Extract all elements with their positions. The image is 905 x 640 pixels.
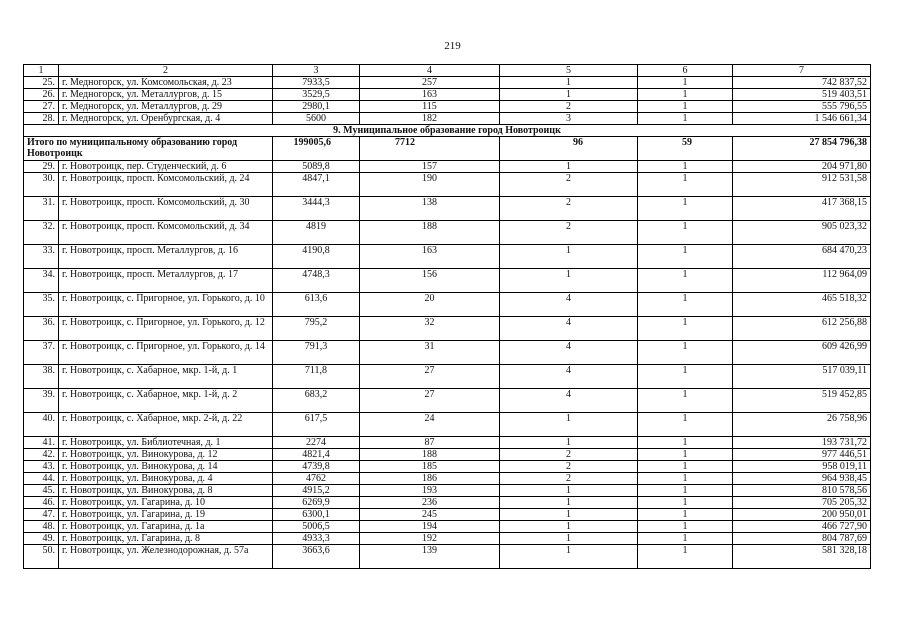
row-col5: 2 (500, 197, 638, 221)
row-col7: 684 470,23 (733, 245, 871, 269)
row-col6: 1 (638, 389, 733, 413)
row-col3: 613,6 (273, 293, 360, 317)
row-col5: 1 (500, 509, 638, 521)
row-col6: 1 (638, 449, 733, 461)
row-col7: 519 403,51 (733, 89, 871, 101)
table-row (24, 389, 871, 413)
row-number: 40. (24, 413, 59, 437)
row-col3: 617,5 (273, 413, 360, 437)
row-col5: 2 (500, 461, 638, 473)
row-address: г. Новотроицк, ул. Винокурова, д. 12 (59, 449, 273, 461)
row-col7: 200 950,01 (733, 509, 871, 521)
row-col6: 1 (638, 113, 733, 125)
row-col4: 185 (360, 461, 500, 473)
row-col3: 4819 (273, 221, 360, 245)
row-col4: 27 (360, 365, 500, 389)
row-col4: 257 (360, 77, 500, 89)
row-col4: 27 (360, 389, 500, 413)
row-col6: 1 (638, 245, 733, 269)
table-row (24, 293, 871, 317)
row-col5: 1 (500, 545, 638, 569)
row-address: г. Новотроицк, просп. Металлургов, д. 16 (59, 245, 273, 269)
column-header: 5 (500, 65, 638, 77)
table-row (24, 101, 871, 113)
row-col4: 182 (360, 113, 500, 125)
row-col4: 24 (360, 413, 500, 437)
row-col3: 4933,3 (273, 533, 360, 545)
row-address: г. Новотроицк, просп. Металлургов, д. 17 (59, 269, 273, 293)
table-row (24, 365, 871, 389)
row-col7: 958 019,11 (733, 461, 871, 473)
row-col6: 1 (638, 437, 733, 449)
table-row (24, 509, 871, 521)
row-number: 45. (24, 485, 59, 497)
table-row (24, 113, 871, 125)
column-header: 3 (273, 65, 360, 77)
row-col4: 192 (360, 533, 500, 545)
row-number: 28. (24, 113, 59, 125)
row-number: 32. (24, 221, 59, 245)
row-number: 34. (24, 269, 59, 293)
row-col3: 7933,5 (273, 77, 360, 89)
row-col4: 139 (360, 545, 500, 569)
row-col6: 1 (638, 77, 733, 89)
row-address: г. Новотроицк, ул. Гагарина, д. 19 (59, 509, 273, 521)
total-col5: 96 (500, 137, 638, 161)
row-col4: 138 (360, 197, 500, 221)
row-number: 31. (24, 197, 59, 221)
row-col7: 417 368,15 (733, 197, 871, 221)
row-address: г. Новотроицк, ул. Винокурова, д. 8 (59, 485, 273, 497)
row-col3: 5006,5 (273, 521, 360, 533)
row-number: 44. (24, 473, 59, 485)
row-col7: 612 256,88 (733, 317, 871, 341)
row-col4: 188 (360, 449, 500, 461)
row-number: 46. (24, 497, 59, 509)
column-header: 7 (733, 65, 871, 77)
row-col3: 6300,1 (273, 509, 360, 521)
row-col7: 193 731,72 (733, 437, 871, 449)
row-address: г. Новотроицк, просп. Комсомольский, д. 30 (59, 197, 273, 221)
row-col4: 186 (360, 473, 500, 485)
row-address: г. Новотроицк, с. Хабарное, мкр. 2-й, д. 22 (59, 413, 273, 437)
table-row (24, 221, 871, 245)
row-col6: 1 (638, 89, 733, 101)
column-number-row (24, 65, 871, 77)
row-col7: 555 796,55 (733, 101, 871, 113)
row-col6: 1 (638, 161, 733, 173)
row-col7: 742 837,52 (733, 77, 871, 89)
row-col3: 2980,1 (273, 101, 360, 113)
row-address: г. Новотроицк, с. Хабарное, мкр. 1-й, д. 2 (59, 389, 273, 413)
total-col4: 7712 (360, 137, 500, 161)
row-col3: 4762 (273, 473, 360, 485)
row-number: 33. (24, 245, 59, 269)
table-row (24, 317, 871, 341)
row-col5: 1 (500, 485, 638, 497)
row-col5: 1 (500, 161, 638, 173)
row-col4: 163 (360, 89, 500, 101)
table-row (24, 77, 871, 89)
row-address: г. Новотроицк, ул. Библиотечная, д. 1 (59, 437, 273, 449)
column-header: 1 (24, 65, 59, 77)
row-col3: 4915,2 (273, 485, 360, 497)
row-col7: 964 938,45 (733, 473, 871, 485)
row-col7: 810 578,56 (733, 485, 871, 497)
row-number: 36. (24, 317, 59, 341)
row-col5: 4 (500, 341, 638, 365)
total-col3: 199005,6 (273, 137, 360, 161)
row-address: г. Медногорск, ул. Металлургов, д. 15 (59, 89, 273, 101)
row-number: 30. (24, 173, 59, 197)
row-number: 39. (24, 389, 59, 413)
row-col5: 2 (500, 221, 638, 245)
row-col5: 4 (500, 317, 638, 341)
row-number: 26. (24, 89, 59, 101)
row-col5: 1 (500, 245, 638, 269)
row-col4: 87 (360, 437, 500, 449)
table-row (24, 449, 871, 461)
row-col6: 1 (638, 533, 733, 545)
row-col5: 4 (500, 365, 638, 389)
total-row (24, 137, 871, 161)
row-col7: 517 039,11 (733, 365, 871, 389)
row-col6: 1 (638, 365, 733, 389)
row-col5: 1 (500, 437, 638, 449)
row-col4: 163 (360, 245, 500, 269)
table-row (24, 461, 871, 473)
row-number: 43. (24, 461, 59, 473)
row-number: 25. (24, 77, 59, 89)
row-address: г. Новотроицк, с. Пригорное, ул. Горького, д. 12 (59, 317, 273, 341)
table-row (24, 437, 871, 449)
row-col4: 245 (360, 509, 500, 521)
row-col3: 5089,8 (273, 161, 360, 173)
row-col4: 156 (360, 269, 500, 293)
row-address: г. Новотроицк, ул. Гагарина, д. 1а (59, 521, 273, 533)
row-col5: 1 (500, 533, 638, 545)
section-title: 9. Муниципальное образование город Новотроицк (24, 125, 871, 137)
row-col7: 465 518,32 (733, 293, 871, 317)
row-col6: 1 (638, 221, 733, 245)
row-col4: 115 (360, 101, 500, 113)
row-address: г. Новотроицк, с. Хабарное, мкр. 1-й, д. 1 (59, 365, 273, 389)
row-col5: 1 (500, 413, 638, 437)
table-row (24, 245, 871, 269)
row-address: г. Медногорск, ул. Комсомольская, д. 23 (59, 77, 273, 89)
row-number: 42. (24, 449, 59, 461)
table-row (24, 521, 871, 533)
row-col4: 190 (360, 173, 500, 197)
row-col7: 977 446,51 (733, 449, 871, 461)
row-col3: 3529,5 (273, 89, 360, 101)
row-col4: 193 (360, 485, 500, 497)
row-number: 38. (24, 365, 59, 389)
row-col5: 2 (500, 173, 638, 197)
table-row (24, 413, 871, 437)
row-col3: 2274 (273, 437, 360, 449)
row-col4: 32 (360, 317, 500, 341)
column-header: 6 (638, 65, 733, 77)
row-col3: 4847,1 (273, 173, 360, 197)
row-col7: 466 727,90 (733, 521, 871, 533)
row-col4: 157 (360, 161, 500, 173)
row-col7: 204 971,80 (733, 161, 871, 173)
row-number: 49. (24, 533, 59, 545)
row-col3: 791,3 (273, 341, 360, 365)
row-col3: 6269,9 (273, 497, 360, 509)
row-col7: 581 328,18 (733, 545, 871, 569)
row-number: 37. (24, 341, 59, 365)
row-number: 29. (24, 161, 59, 173)
column-header: 2 (59, 65, 273, 77)
row-address: г. Новотроицк, с. Пригорное, ул. Горького, д. 14 (59, 341, 273, 365)
row-address: г. Новотроицк, просп. Комсомольский, д. 24 (59, 173, 273, 197)
row-number: 48. (24, 521, 59, 533)
row-col3: 683,2 (273, 389, 360, 413)
table-row (24, 485, 871, 497)
row-col3: 4821,4 (273, 449, 360, 461)
table-row (24, 545, 871, 569)
row-col7: 912 531,58 (733, 173, 871, 197)
row-address: г. Новотроицк, просп. Комсомольский, д. 34 (59, 221, 273, 245)
row-address: г. Новотроицк, ул. Железнодорожная, д. 57а (59, 545, 273, 569)
total-col6: 59 (638, 137, 733, 161)
row-col3: 795,2 (273, 317, 360, 341)
row-col7: 26 758,96 (733, 413, 871, 437)
row-col6: 1 (638, 173, 733, 197)
row-col5: 2 (500, 473, 638, 485)
register-table (23, 64, 871, 569)
total-col7: 27 854 796,38 (733, 137, 871, 161)
row-col5: 2 (500, 449, 638, 461)
row-col6: 1 (638, 545, 733, 569)
row-col5: 1 (500, 269, 638, 293)
row-col5: 2 (500, 101, 638, 113)
table-row (24, 161, 871, 173)
row-col5: 3 (500, 113, 638, 125)
row-col6: 1 (638, 509, 733, 521)
row-col6: 1 (638, 413, 733, 437)
row-address: г. Медногорск, ул. Металлургов, д. 29 (59, 101, 273, 113)
row-col4: 236 (360, 497, 500, 509)
row-col6: 1 (638, 485, 733, 497)
table-row (24, 269, 871, 293)
page-number: 219 (444, 40, 461, 52)
row-col3: 4739,8 (273, 461, 360, 473)
table-row (24, 497, 871, 509)
row-col4: 188 (360, 221, 500, 245)
section-heading-row (24, 125, 871, 137)
row-col3: 711,8 (273, 365, 360, 389)
row-col6: 1 (638, 197, 733, 221)
row-address: г. Новотроицк, пер. Студенческий, д. 6 (59, 161, 273, 173)
row-col4: 20 (360, 293, 500, 317)
row-col6: 1 (638, 473, 733, 485)
row-col7: 1 546 661,34 (733, 113, 871, 125)
row-col3: 3663,6 (273, 545, 360, 569)
row-col6: 1 (638, 269, 733, 293)
row-col7: 705 205,32 (733, 497, 871, 509)
row-col5: 4 (500, 389, 638, 413)
row-address: г. Новотроицк, ул. Винокурова, д. 14 (59, 461, 273, 473)
row-col7: 519 452,85 (733, 389, 871, 413)
row-address: г. Новотроицк, ул. Гагарина, д. 8 (59, 533, 273, 545)
row-col6: 1 (638, 317, 733, 341)
table-row (24, 533, 871, 545)
row-col7: 905 023,32 (733, 221, 871, 245)
table-row (24, 341, 871, 365)
row-col3: 4748,3 (273, 269, 360, 293)
table-row (24, 173, 871, 197)
table-row (24, 197, 871, 221)
row-col5: 1 (500, 89, 638, 101)
row-col6: 1 (638, 341, 733, 365)
total-label: Итого по муниципальному образованию город Новотроицк (24, 137, 273, 161)
row-col5: 1 (500, 521, 638, 533)
row-col7: 112 964,09 (733, 269, 871, 293)
row-col3: 5600 (273, 113, 360, 125)
row-col5: 1 (500, 77, 638, 89)
row-col3: 3444,3 (273, 197, 360, 221)
table-row (24, 89, 871, 101)
row-address: г. Новотроицк, с. Пригорное, ул. Горького, д. 10 (59, 293, 273, 317)
row-col6: 1 (638, 461, 733, 473)
row-number: 50. (24, 545, 59, 569)
row-col4: 31 (360, 341, 500, 365)
row-col4: 194 (360, 521, 500, 533)
table-row (24, 473, 871, 485)
row-col3: 4190,8 (273, 245, 360, 269)
row-number: 35. (24, 293, 59, 317)
column-header: 4 (360, 65, 500, 77)
row-col6: 1 (638, 497, 733, 509)
row-col5: 4 (500, 293, 638, 317)
row-address: г. Новотроицк, ул. Гагарина, д. 10 (59, 497, 273, 509)
row-col5: 1 (500, 497, 638, 509)
row-col7: 609 426,99 (733, 341, 871, 365)
row-col6: 1 (638, 293, 733, 317)
row-address: г. Медногорск, ул. Оренбургская, д. 4 (59, 113, 273, 125)
row-number: 41. (24, 437, 59, 449)
row-number: 27. (24, 101, 59, 113)
row-col6: 1 (638, 521, 733, 533)
row-col6: 1 (638, 101, 733, 113)
row-number: 47. (24, 509, 59, 521)
row-address: г. Новотроицк, ул. Винокурова, д. 4 (59, 473, 273, 485)
row-col7: 804 787,69 (733, 533, 871, 545)
